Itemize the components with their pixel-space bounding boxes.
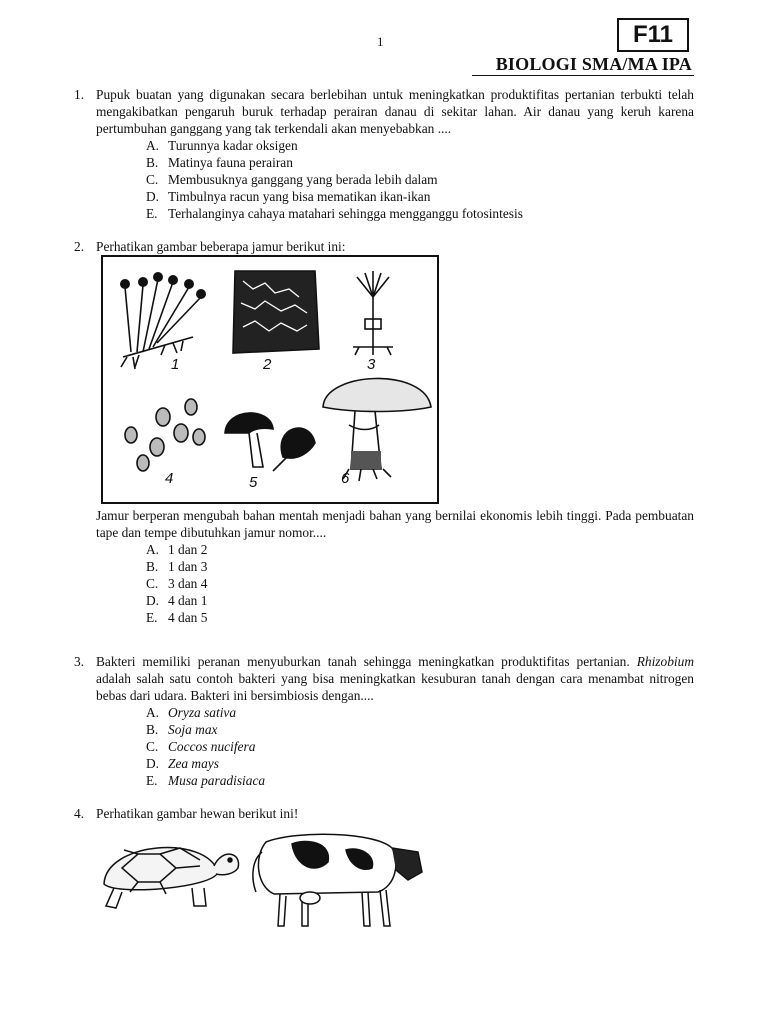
question-2 (74, 238, 694, 255)
option-text: 3 dan 4 (168, 576, 208, 591)
header-rule (472, 75, 694, 76)
turtle-drawing (104, 848, 239, 908)
option-text: 1 dan 3 (168, 559, 208, 574)
option-b[interactable] (96, 558, 694, 575)
option-e[interactable] (96, 609, 694, 626)
subject-title: BIOLOGI SMA/MA IPA (495, 54, 692, 74)
option-text: 4 dan 1 (168, 593, 208, 608)
option-d[interactable] (96, 592, 694, 609)
question-1 (74, 86, 694, 222)
option-letter: B. (146, 722, 159, 737)
option-letter: D. (146, 189, 160, 204)
option-a[interactable] (96, 704, 694, 721)
figure-label: 1 (171, 356, 180, 373)
option-c[interactable] (96, 575, 694, 592)
option-letter: C. (146, 739, 159, 754)
question-number: 1. (74, 87, 85, 102)
animals-illustration (96, 822, 426, 932)
figure-label: 2 (263, 356, 272, 373)
option-letter: E. (146, 773, 158, 788)
animals-figure (96, 822, 426, 932)
fungi-figure (101, 255, 439, 504)
fungus-3-drawing (353, 271, 393, 355)
fungus-6-drawing (323, 378, 431, 481)
fungi-illustration (103, 257, 437, 502)
option-b[interactable] (96, 721, 694, 738)
option-letter: C. (146, 576, 159, 591)
option-text: Timbulnya racun yang bisa mematikan ikan-ikan (168, 189, 431, 204)
fungus-4-drawing (125, 399, 205, 471)
option-b[interactable] (96, 154, 694, 171)
option-letter: E. (146, 610, 158, 625)
option-text: Membusuknya ganggang yang berada lebih dalam (168, 172, 438, 187)
figure-label: 3 (367, 356, 376, 373)
figure-label: 4 (165, 470, 174, 487)
option-c[interactable] (96, 171, 694, 188)
option-letter: E. (146, 206, 158, 221)
option-letter: B. (146, 559, 159, 574)
option-text: Zea mays (168, 756, 219, 771)
answer-options (96, 137, 694, 222)
figure-label: 6 (341, 470, 350, 487)
option-text: Musa paradisiaca (168, 773, 266, 788)
fungus-1-drawing (121, 279, 201, 369)
question-stem: Perhatikan gambar hewan berikut ini! (96, 806, 299, 821)
question-4 (74, 805, 694, 822)
fungus-2-drawing (233, 271, 319, 353)
option-text: Turunnya kadar oksigen (168, 138, 298, 153)
option-letter: B. (146, 155, 159, 170)
option-text: Oryza sativa (168, 705, 237, 720)
option-d[interactable] (96, 188, 694, 205)
option-letter: A. (146, 705, 160, 720)
option-text: Soja max (168, 722, 218, 737)
option-a[interactable] (96, 541, 694, 558)
option-text: Terhalanginya cahaya matahari sehingga mengganggu fotosintesis (168, 206, 523, 221)
question-stem: Pupuk buatan yang digunakan secara berlebihan untuk meningkatkan produktifitas pertanian terbukti telah mengakibatkan pengaruh buruk terhadap perairan danau di sekitar lahan. Air danau yang keruh karena pertumbuhan ganggang yang tak terkendali akan menyebabkan .... (96, 87, 694, 136)
option-d[interactable] (96, 755, 694, 772)
option-c[interactable] (96, 738, 694, 755)
question-stem: Perhatikan gambar beberapa jamur berikut ini: (96, 239, 346, 254)
option-a[interactable] (96, 137, 694, 154)
fungus-5-drawing (225, 413, 315, 471)
option-text: Matinya fauna perairan (168, 155, 293, 170)
stem-text: Bakteri memiliki peranan menyuburkan tanah sehingga meningkatkan produktifitas pertanian. (96, 654, 630, 669)
option-e[interactable] (96, 772, 694, 789)
question-number: 4. (74, 806, 85, 821)
answer-options (96, 541, 694, 626)
exam-code-box (617, 18, 689, 52)
option-letter: D. (146, 593, 160, 608)
option-letter: A. (146, 138, 160, 153)
question-3 (74, 653, 694, 789)
question-number: 3. (74, 654, 85, 669)
answer-options (96, 704, 694, 789)
option-text: 4 dan 5 (168, 610, 208, 625)
option-e[interactable] (96, 205, 694, 222)
question-2-continued (74, 507, 694, 626)
question-stem-continued: Jamur berperan mengubah bahan mentah menjadi bahan yang bernilai ekonomis lebih tinggi. Pada pembuatan tape dan tempe dibutuhkan jamur nomor.... (96, 508, 694, 540)
cow-drawing (253, 834, 422, 926)
option-letter: A. (146, 542, 160, 557)
option-letter: C. (146, 172, 159, 187)
stem-text: adalah salah satu contoh bakteri yang bisa meningkatkan kesuburan tanah dengan cara menambat nitrogen bebas dari udara. Bakteri ini bersimbiosis dengan.... (96, 671, 694, 703)
exam-code: F11 (632, 21, 674, 48)
question-stem (96, 653, 694, 704)
bacterium-name: Rhizobium (636, 654, 694, 669)
option-text: 1 dan 2 (168, 542, 208, 557)
question-number: 2. (74, 239, 85, 254)
option-text: Coccos nucifera (168, 739, 256, 754)
figure-label: 5 (249, 474, 258, 491)
option-letter: D. (146, 756, 160, 771)
page-number: 1 (377, 34, 384, 49)
